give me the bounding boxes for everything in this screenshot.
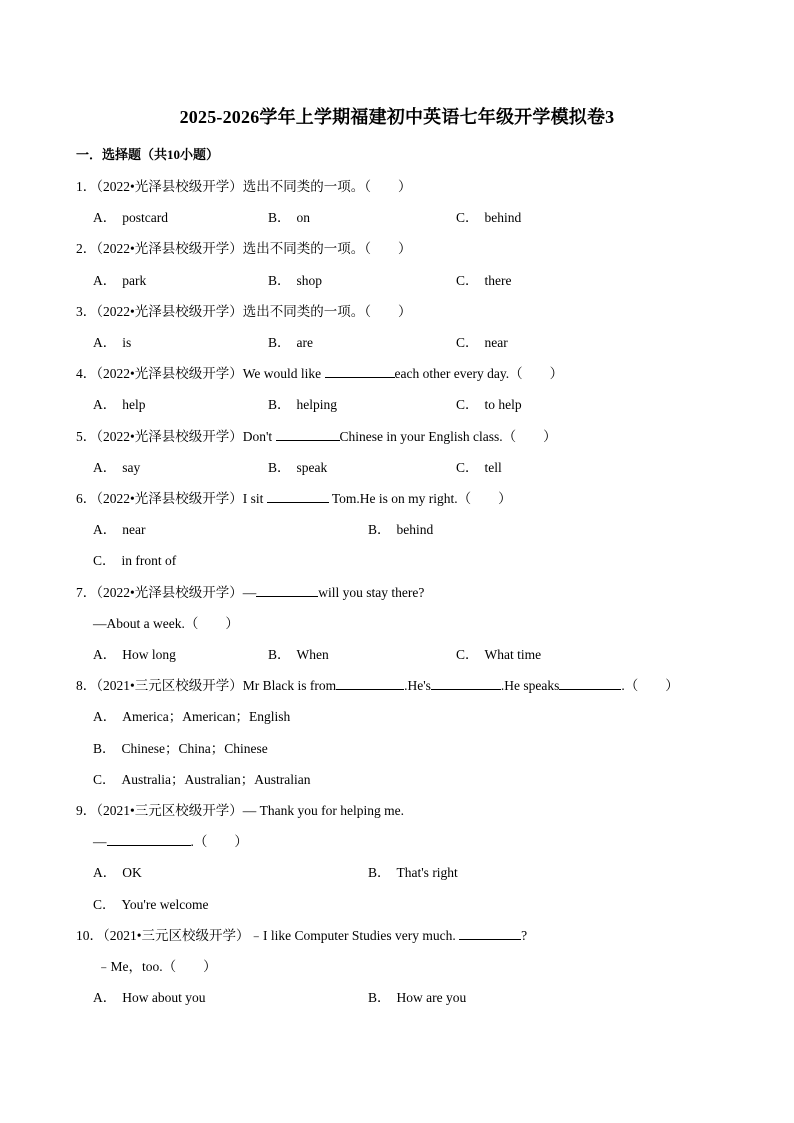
q4-option-a[interactable]: A． help (93, 397, 146, 412)
question-source: （2021•三元区校级开学） (96, 678, 243, 693)
answer-blank[interactable] (336, 677, 404, 690)
question-source: （2021•三元区校级开学） (103, 928, 250, 943)
question-number: 2． (76, 241, 97, 256)
question-10 (76, 924, 527, 944)
question-text: 选出不同类的一项。（ ） (242, 241, 412, 256)
q5-option-b[interactable]: B． speak (268, 460, 328, 475)
question-2 (76, 237, 411, 257)
q10-option-a[interactable]: A． How about you (93, 990, 206, 1005)
question-3 (76, 300, 411, 320)
q2-option-c[interactable]: C． there (456, 273, 512, 288)
document-title: 2025-2026学年上学期福建初中英语七年级开学模拟卷3 (179, 107, 615, 127)
answer-blank[interactable] (267, 490, 329, 503)
q6-option-a[interactable]: A． near (93, 522, 146, 537)
question-9 (76, 799, 404, 819)
answer-blank[interactable] (559, 677, 621, 690)
q9-option-a[interactable]: A． OK (93, 865, 142, 880)
answer-blank[interactable] (325, 365, 395, 378)
q4-option-b[interactable]: B． helping (268, 397, 338, 412)
section-heading: 一．选择题（共10小题） (76, 147, 220, 162)
question-source: （2022•光泽县校级开学） (96, 585, 243, 600)
q5-option-c[interactable]: C． tell (456, 460, 502, 475)
q9-option-b[interactable]: B． That's right (368, 865, 458, 880)
q6-option-c[interactable]: C． in front of (93, 553, 177, 568)
question-text-tail: ? (521, 928, 528, 943)
q5-option-a[interactable]: A． say (93, 460, 141, 475)
answer-blank[interactable] (459, 927, 521, 940)
q2-option-b[interactable]: B． shop (268, 273, 323, 288)
question-6 (76, 487, 512, 507)
q8-option-b[interactable]: B． Chinese；China；Chinese (93, 741, 268, 756)
question-number: 8． (76, 678, 97, 693)
question-text: — (242, 585, 257, 600)
question-source: （2022•光泽县校级开学） (96, 179, 243, 194)
answer-blank[interactable] (256, 584, 318, 597)
q7-option-c[interactable]: C． What time (456, 647, 542, 662)
answer-blank[interactable] (431, 677, 501, 690)
q3-option-a[interactable]: A． is (93, 335, 132, 350)
answer-blank[interactable] (107, 833, 191, 846)
question-text: 选出不同类的一项。（ ） (242, 304, 412, 319)
question-number: 1． (76, 179, 97, 194)
q1-option-a[interactable]: A． postcard (93, 210, 168, 225)
question-source: （2022•光泽县校级开学） (96, 241, 243, 256)
question-source: （2022•光泽县校级开学） (96, 304, 243, 319)
question-text: Don't (242, 429, 276, 444)
question-8 (76, 674, 679, 694)
q8-option-a[interactable]: A． America；American；English (93, 709, 291, 724)
q8-option-c[interactable]: C． Australia；Australian；Australian (93, 772, 311, 787)
question-number: 5． (76, 429, 97, 444)
question-text-tail: .（ ） (621, 678, 679, 693)
q3-option-c[interactable]: C． near (456, 335, 508, 350)
question-number: 10． (76, 928, 103, 943)
q10-option-b[interactable]: B． How are you (368, 990, 467, 1005)
question-number: 3． (76, 304, 97, 319)
q7-response-line: —About a week.（ ） (93, 616, 239, 631)
q7-option-b[interactable]: B． When (268, 647, 329, 662)
q9-response-line: — .（ ） (93, 834, 248, 849)
question-text-tail: Tom.He is on my right.（ ） (328, 491, 512, 506)
question-text-tail: will you stay there? (318, 585, 425, 600)
q1-option-c[interactable]: C． behind (456, 210, 522, 225)
answer-blank[interactable] (276, 428, 340, 441)
q6-option-b[interactable]: B． behind (368, 522, 434, 537)
question-7 (76, 581, 424, 601)
question-number: 6． (76, 491, 97, 506)
question-number: 7． (76, 585, 97, 600)
q3-option-b[interactable]: B． are (268, 335, 313, 350)
q4-option-c[interactable]: C． to help (456, 397, 522, 412)
question-1 (76, 175, 411, 195)
q9-option-c[interactable]: C． You're welcome (93, 897, 209, 912)
question-number: 9． (76, 803, 97, 818)
question-text: I sit (242, 491, 267, 506)
question-text: We would like (242, 366, 325, 381)
q7-option-a[interactable]: A． How long (93, 647, 176, 662)
question-text: ﹣I like Computer Studies very much. (249, 928, 460, 943)
question-text: 选出不同类的一项。（ ） (242, 179, 412, 194)
question-source: （2022•光泽县校级开学） (96, 366, 243, 381)
question-text-tail: each other every day.（ ） (394, 366, 564, 381)
question-4 (76, 362, 563, 382)
question-number: 4． (76, 366, 97, 381)
question-source: （2021•三元区校级开学） (96, 803, 243, 818)
question-text-mid: .He speaks (500, 678, 560, 693)
question-source: （2022•光泽县校级开学） (96, 429, 243, 444)
question-text-mid: .He's (404, 678, 431, 693)
question-text-tail: Chinese in your English class.（ ） (339, 429, 557, 444)
q10-response-line: ﹣Me，too.（ ） (97, 959, 217, 974)
question-source: （2022•光泽县校级开学） (96, 491, 243, 506)
question-text: Mr Black is from (242, 678, 337, 693)
question-text: — Thank you for helping me. (242, 803, 404, 818)
q2-option-a[interactable]: A． park (93, 273, 147, 288)
question-5 (76, 425, 557, 445)
q1-option-b[interactable]: B． on (268, 210, 311, 225)
